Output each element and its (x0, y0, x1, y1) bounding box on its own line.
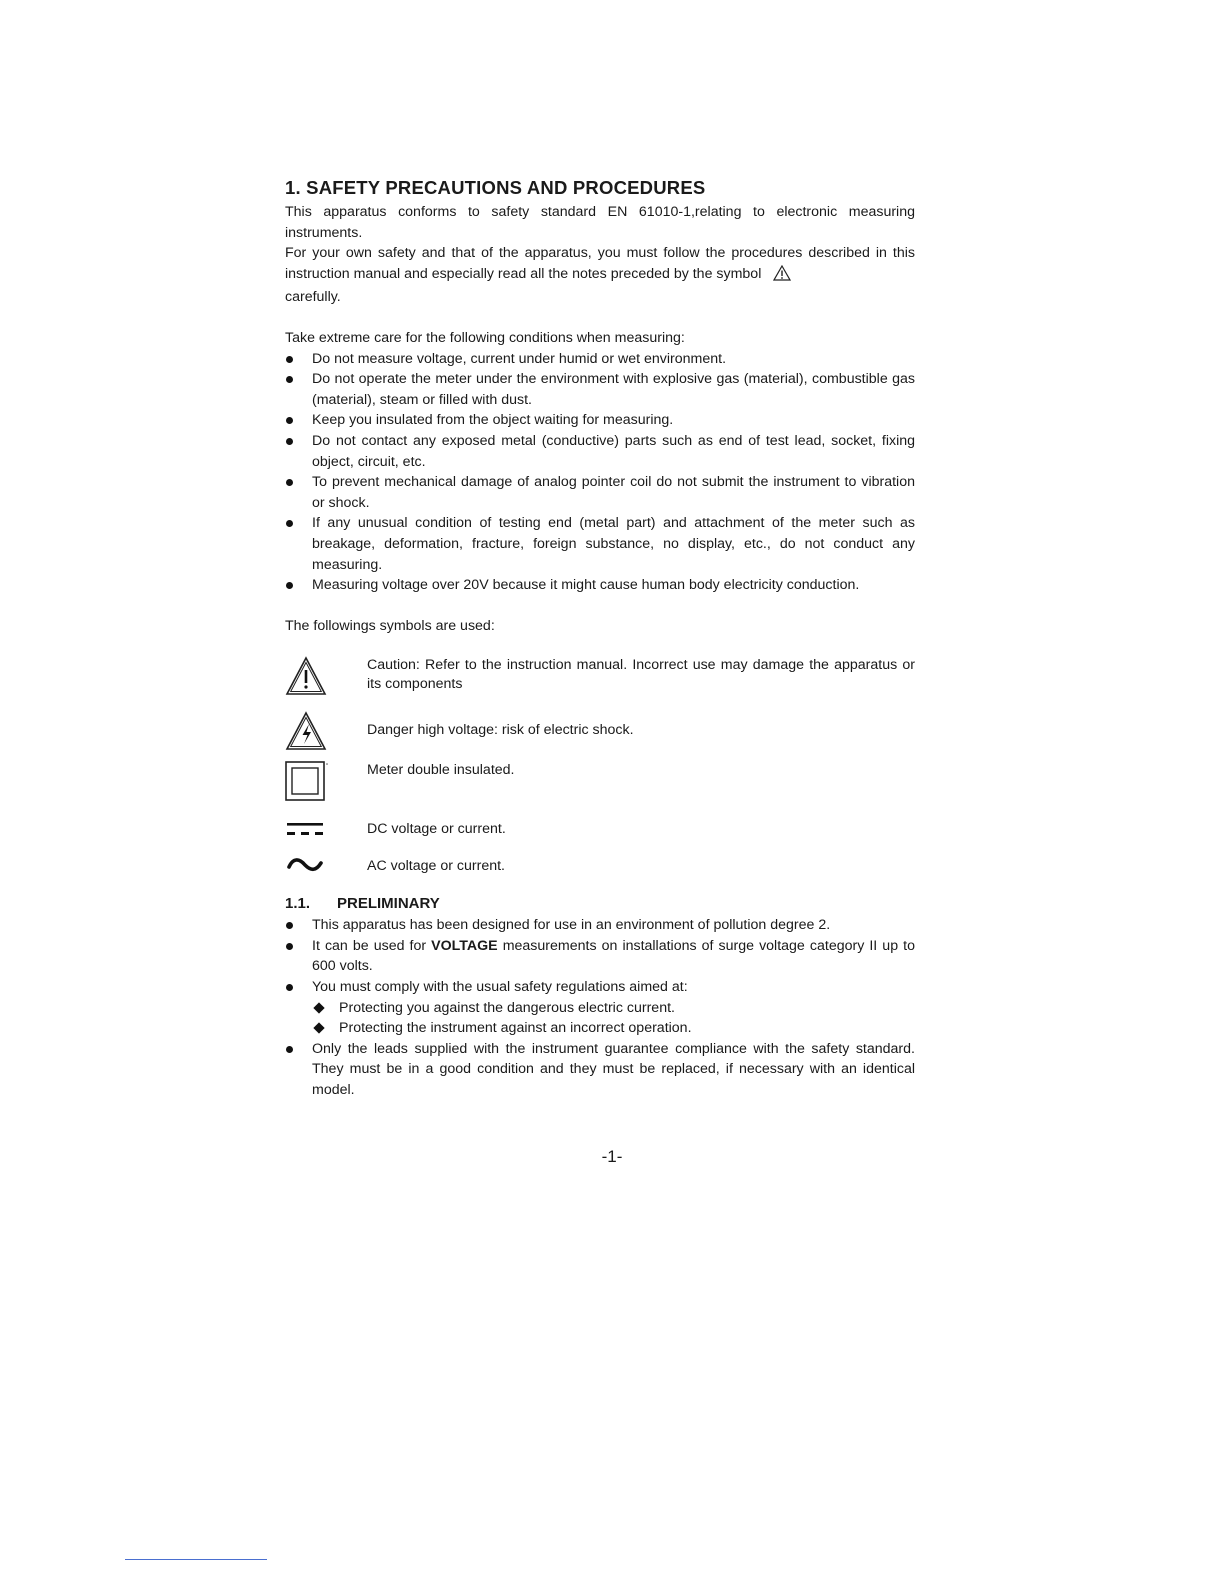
preliminary-list (285, 915, 915, 997)
section-title: 1. SAFETY PRECAUTIONS AND PROCEDURES (285, 177, 706, 198)
list-item: Measuring voltage over 20V because it might cause human body electricity conduction. (285, 575, 915, 596)
intro-paragraph-1: This apparatus conforms to safety standard EN 61010-1,relating to electronic measuring instruments. (285, 204, 915, 241)
symbol-text-caution: Caution: Refer to the instruction manual. Incorrect use may damage the apparatus or its components (367, 657, 915, 693)
diamond-bullet-icon (313, 1023, 324, 1034)
symbol-text-ac: AC voltage or current. (367, 858, 505, 875)
list-item: To prevent mechanical damage of analog pointer coil do not submit the instrument to vibration or shock. (285, 472, 915, 513)
bullet-icon (286, 356, 293, 363)
symbol-text-double-insulated: Meter double insulated. (367, 762, 515, 779)
bullet-icon (286, 479, 293, 486)
list-item: Do not measure voltage, current under humid or wet environment. (285, 349, 915, 370)
conditions-list (285, 349, 915, 596)
bullet-icon (286, 984, 293, 991)
caution-triangle-icon (285, 656, 367, 696)
intro-paragraph-2-end: carefully. (285, 289, 341, 306)
list-item: Do not operate the meter under the environment with explosive gas (material), combustible gas (material), steam or filled with dust. (285, 369, 915, 410)
sub-list-item: Protecting you against the dangerous electric current. (285, 998, 915, 1019)
list-item: Keep you insulated from the object waiting for measuring. (285, 410, 915, 431)
bullet-icon (286, 438, 293, 445)
subsection-heading: PRELIMINARY (337, 895, 440, 913)
manual-page (285, 176, 915, 1101)
symbol-row-double-insulated (285, 755, 915, 819)
bullet-icon (286, 1046, 293, 1053)
safety-regulations-sublist (285, 998, 915, 1039)
symbol-row-high-voltage (285, 711, 915, 755)
list-item: It can be used for VOLTAGE measurements on installations of surge voltage category II up to 600 volts. (285, 936, 915, 977)
footer-rule (125, 1559, 267, 1560)
symbol-row-ac (285, 855, 915, 893)
symbol-row-caution (285, 654, 915, 711)
list-item: If any unusual condition of testing end (metal part) and attachment of the meter such as breakage, deformation, fracture, foreign substance, no display, etc., do not conduct any measuring. (285, 513, 915, 575)
symbols-list (285, 654, 915, 893)
symbol-row-dc (285, 819, 915, 855)
bullet-icon (286, 417, 293, 424)
preliminary-list-continued (285, 1039, 915, 1101)
bullet-icon (286, 520, 293, 527)
list-item: Do not contact any exposed metal (conductive) parts such as end of test lead, socket, fixing object, circuit, etc. (285, 431, 915, 472)
bullet-icon (286, 943, 293, 950)
conditions-intro: Take extreme care for the following conditions when measuring: (285, 329, 685, 346)
subsection-title (285, 893, 915, 915)
dc-symbol-icon (285, 819, 367, 839)
intro-paragraph-2-text: For your own safety and that of the apparatus, you must follow the procedures described in this instruction manual and especially read all the notes preceded by the symbol (285, 245, 915, 282)
subsection-number: 1.1. (285, 895, 311, 913)
symbols-intro: The followings symbols are used: (285, 617, 495, 634)
intro-paragraph-2 (285, 243, 915, 308)
high-voltage-triangle-icon (285, 711, 367, 751)
list-item: This apparatus has been designed for use in an environment of pollution degree 2. (285, 915, 915, 936)
ac-symbol-icon (285, 855, 367, 875)
bullet-icon (286, 376, 293, 383)
voltage-keyword: VOLTAGE (431, 937, 498, 954)
sub-list-item: Protecting the instrument against an incorrect operation. (285, 1018, 915, 1039)
page-number: -1- (601, 1147, 623, 1166)
list-item: Only the leads supplied with the instrument guarantee compliance with the safety standard. They must be in a good condition and they must be replaced, if necessary with an identical model. (285, 1039, 915, 1101)
list-item: You must comply with the usual safety regulations aimed at: (285, 977, 915, 998)
symbol-text-high-voltage: Danger high voltage: risk of electric shock. (367, 722, 634, 739)
diamond-bullet-icon (313, 1002, 324, 1013)
bullet-icon (286, 582, 293, 589)
caution-inline-icon (773, 265, 791, 288)
double-insulated-icon (285, 761, 367, 801)
bullet-icon (286, 922, 293, 929)
symbol-text-dc: DC voltage or current. (367, 821, 506, 838)
